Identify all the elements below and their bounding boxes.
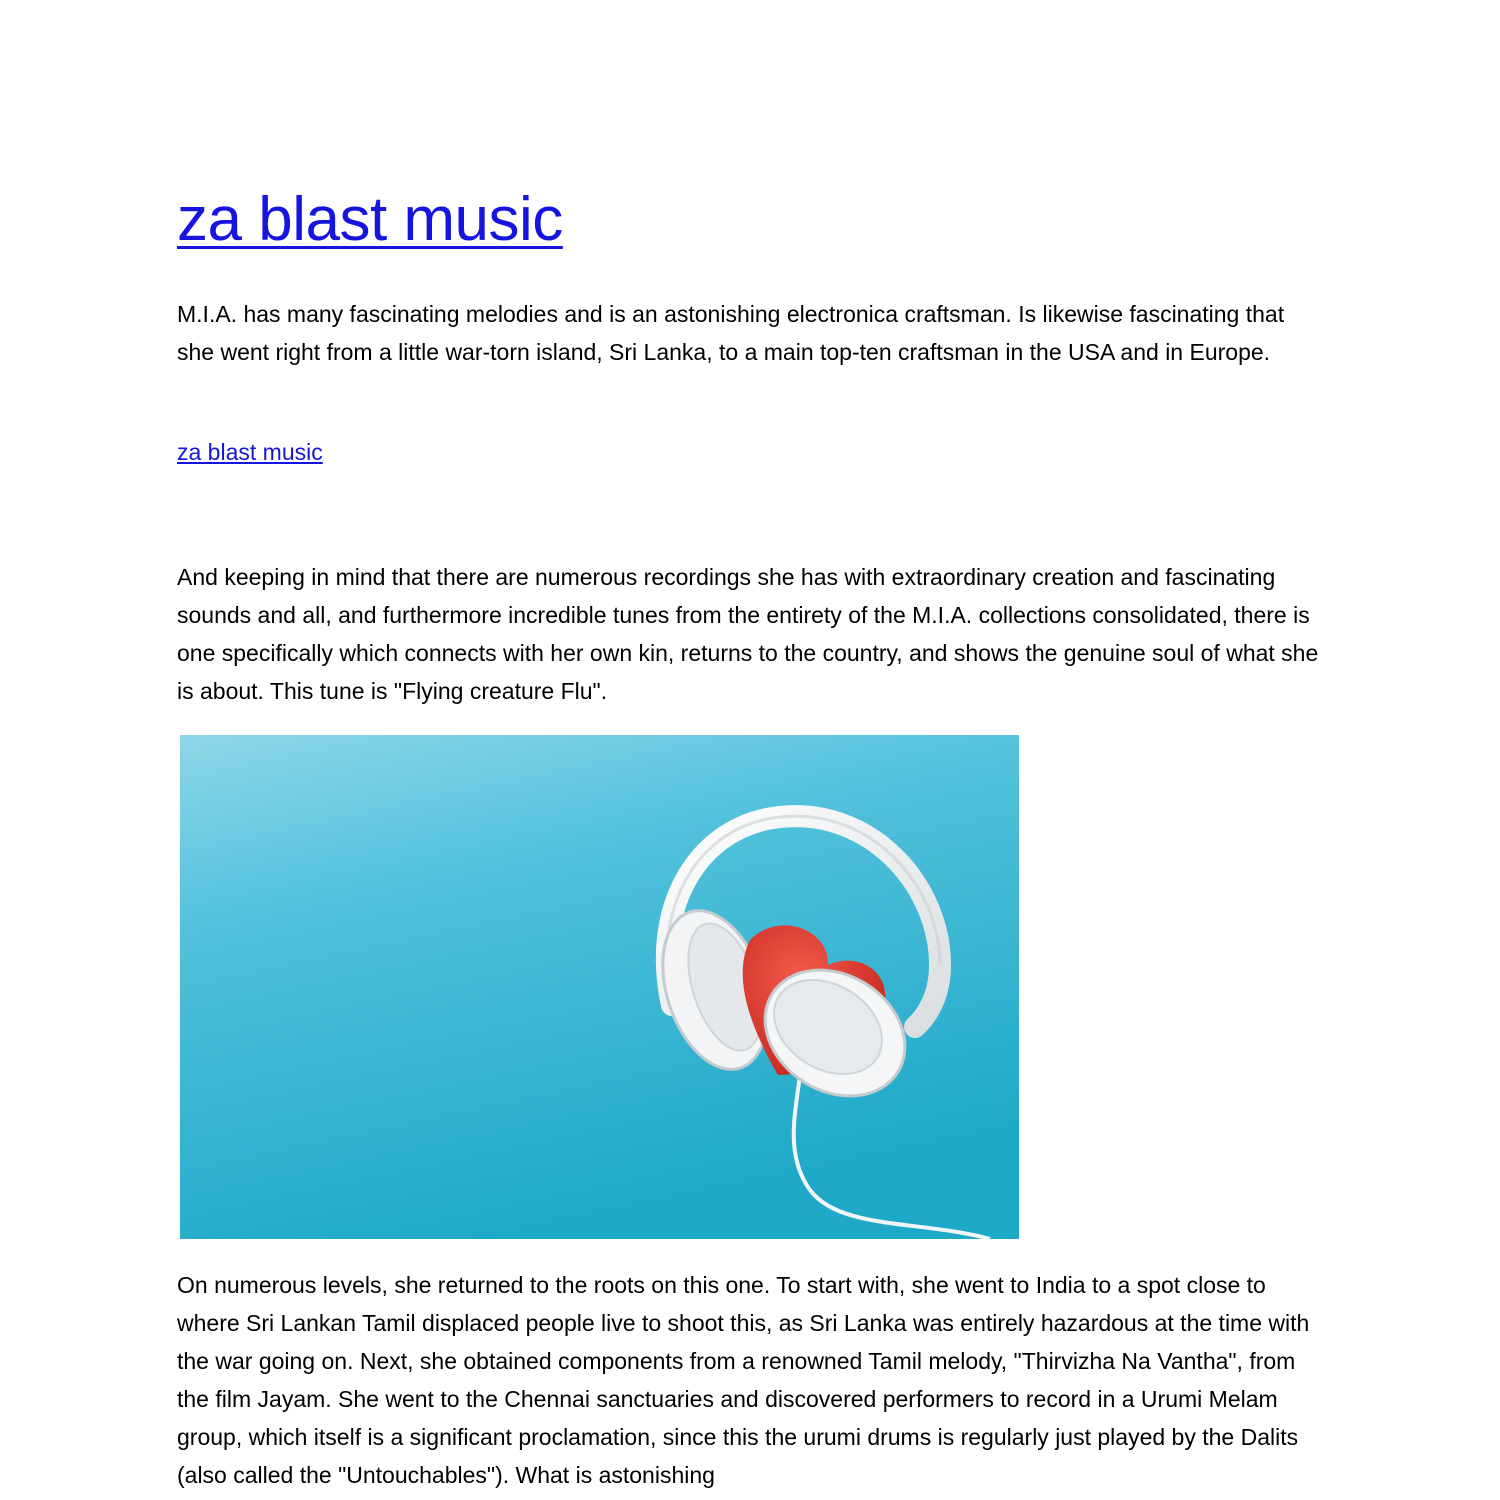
headphones-with-heart-icon xyxy=(180,735,1019,1239)
page-title-link[interactable]: za blast music xyxy=(177,185,563,254)
paragraph-body: And keeping in mind that there are numerous recordings she has with extraordinary creation and fascinating sounds and all, and furthermore incredible tunes from the entirety of the M.I.A. collections consolidated, there is one specifically which connects with her own kin, returns to the country, and shows the genuine soul of what she is about. This tune is "Flying creature Flu". xyxy=(177,564,1319,704)
paragraph-intro: M.I.A. has many fascinating melodies and is an astonishing electronica craftsman. Is likewise fascinating that she went right from a little war-torn island, Sri Lanka, to a main top-ten craftsman in the USA and in Europe. xyxy=(177,301,1285,365)
paragraph-roots: On numerous levels, she returned to the roots on this one. To start with, she went to India to a spot close to where Sri Lankan Tamil displaced people live to shoot this, as Sri Lanka was entirely hazardous at the time with the war going on. Next, she obtained components from a renowned Tamil melody, "Thirvizha Na Vantha", from the film Jayam. She went to the Chennai sanctuaries and discovered performers to record in a Urumi Melam group, which itself is a significant proclamation, since this the urumi drums is regularly just played by the Dalits (also called the "Untouchables"). What is astonishing xyxy=(177,1272,1310,1488)
headphones-heart-photo xyxy=(180,735,1019,1239)
inline-link[interactable]: za blast music xyxy=(177,439,323,465)
